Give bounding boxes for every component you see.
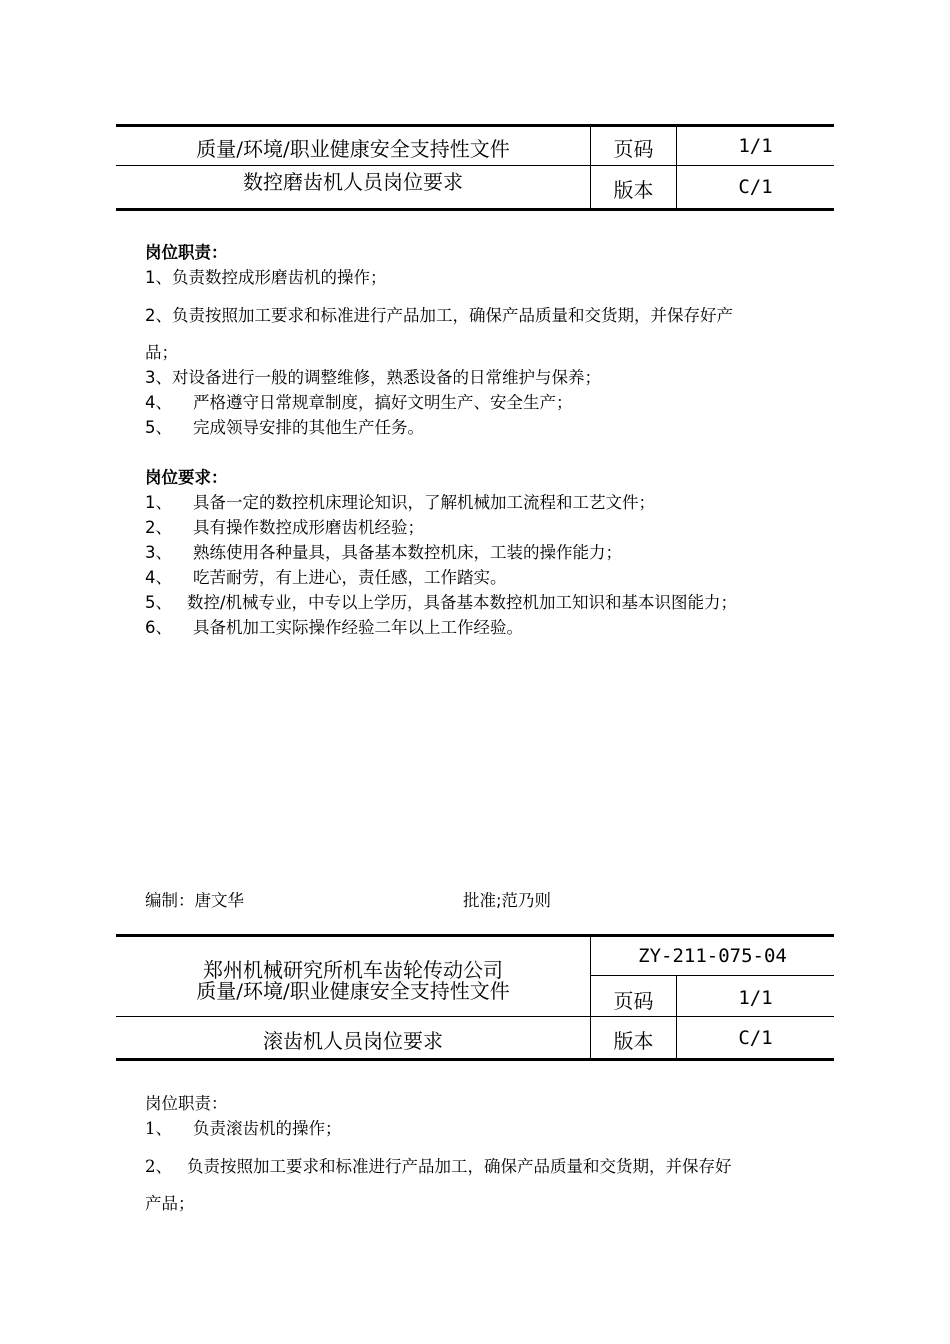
item-text: 具有操作数控成形磨齿机经验； [193, 518, 424, 537]
doc2-duty-item [145, 1115, 342, 1139]
item-text: 产品； [145, 1194, 195, 1213]
doc1-duty-item-continued [145, 339, 178, 363]
doc1-requirement-item [145, 614, 523, 638]
doc1-approved-by: 批准;范乃则 [463, 891, 552, 910]
item-number: 1、 [145, 493, 172, 512]
item-text: 品； [145, 343, 178, 362]
doc1-compiled-by: 编制：唐文华 [145, 891, 244, 910]
doc1-table-top-border [116, 124, 834, 127]
item-number: 1、 [145, 1119, 172, 1138]
item-number: 3、 [145, 368, 172, 387]
item-text: 严格遵守日常规章制度，搞好文明生产、安全生产； [193, 393, 573, 412]
doc2-page-label: 页码 [613, 989, 654, 1013]
doc1-requirements-heading: 岗位要求： [145, 468, 228, 487]
item-text: 负责数控成形磨齿机的操作； [172, 268, 387, 287]
item-text: 完成领导安排的其他生产任务。 [193, 418, 424, 437]
doc2-doc-type: 质量/环境/职业健康安全支持性文件 [196, 979, 510, 1003]
item-number: 5、 [145, 418, 172, 437]
doc1-requirement-item [145, 539, 622, 563]
item-text: 吃苦耐劳，有上进心，责任感，工作踏实。 [193, 568, 507, 587]
doc1-page-label: 页码 [613, 137, 654, 161]
doc1-requirement-item [145, 564, 507, 588]
item-text: 数控/机械专业，中专以上学历，具备基本数控机加工知识和基本识图能力； [187, 593, 738, 612]
item-text: 负责按照加工要求和标准进行产品加工，确保产品质量和交货期，并保存好 [187, 1157, 732, 1176]
item-number: 2、 [145, 1157, 172, 1176]
doc2-duties-heading: 岗位职责： [145, 1094, 228, 1113]
item-number: 1、 [145, 268, 172, 287]
item-number: 4、 [145, 393, 172, 412]
doc1-table-bottom-border [116, 208, 834, 211]
doc2-table-top-border [116, 934, 834, 937]
doc1-duty-item [145, 414, 424, 438]
doc1-duty-item [145, 302, 733, 326]
item-text: 熟练使用各种量具，具备基本数控机床，工装的操作能力； [193, 543, 622, 562]
doc2-table-code-border [591, 975, 834, 976]
doc1-title: 数控磨齿机人员岗位要求 [243, 170, 463, 194]
doc1-requirement-item [145, 514, 424, 538]
doc2-page-value: 1/1 [738, 987, 773, 1009]
item-text: 具备机加工实际操作经验二年以上工作经验。 [193, 618, 523, 637]
doc2-table-mid-border [116, 1016, 834, 1017]
doc1-duties-heading: 岗位职责： [145, 243, 228, 262]
doc2-duty-item [145, 1153, 732, 1177]
doc1-duty-item [145, 264, 387, 288]
doc1-version-value: C/1 [738, 176, 773, 198]
item-text: 负责滚齿机的操作； [193, 1119, 342, 1138]
doc1-requirement-item [145, 589, 737, 613]
doc2-duty-item-continued [145, 1190, 195, 1214]
doc2-title: 滚齿机人员岗位要求 [263, 1029, 443, 1053]
doc2-doc-code: ZY-211-075-04 [638, 945, 787, 967]
doc2-version-value: C/1 [738, 1027, 773, 1049]
item-number: 2、 [145, 518, 172, 537]
doc2-company: 郑州机械研究所机车齿轮传动公司 [203, 958, 503, 982]
doc1-page-value: 1/1 [738, 135, 773, 157]
doc1-version-label: 版本 [613, 178, 654, 202]
item-number: 4、 [145, 568, 172, 587]
item-number: 3、 [145, 543, 172, 562]
doc1-doc-type: 质量/环境/职业健康安全支持性文件 [196, 137, 510, 161]
item-text: 负责按照加工要求和标准进行产品加工，确保产品质量和交货期，并保存好产 [172, 306, 733, 325]
item-text: 具备一定的数控机床理论知识，了解机械加工流程和工艺文件； [193, 493, 655, 512]
doc2-table-bottom-border [116, 1058, 834, 1061]
item-number: 6、 [145, 618, 172, 637]
doc1-duty-item [145, 389, 573, 413]
item-number: 5、 [145, 593, 172, 612]
item-number: 2、 [145, 306, 172, 325]
doc2-version-label: 版本 [613, 1029, 654, 1053]
doc1-requirement-item [145, 489, 655, 513]
item-text: 对设备进行一般的调整维修，熟悉设备的日常维护与保养； [172, 368, 601, 387]
doc1-duty-item [145, 364, 601, 388]
